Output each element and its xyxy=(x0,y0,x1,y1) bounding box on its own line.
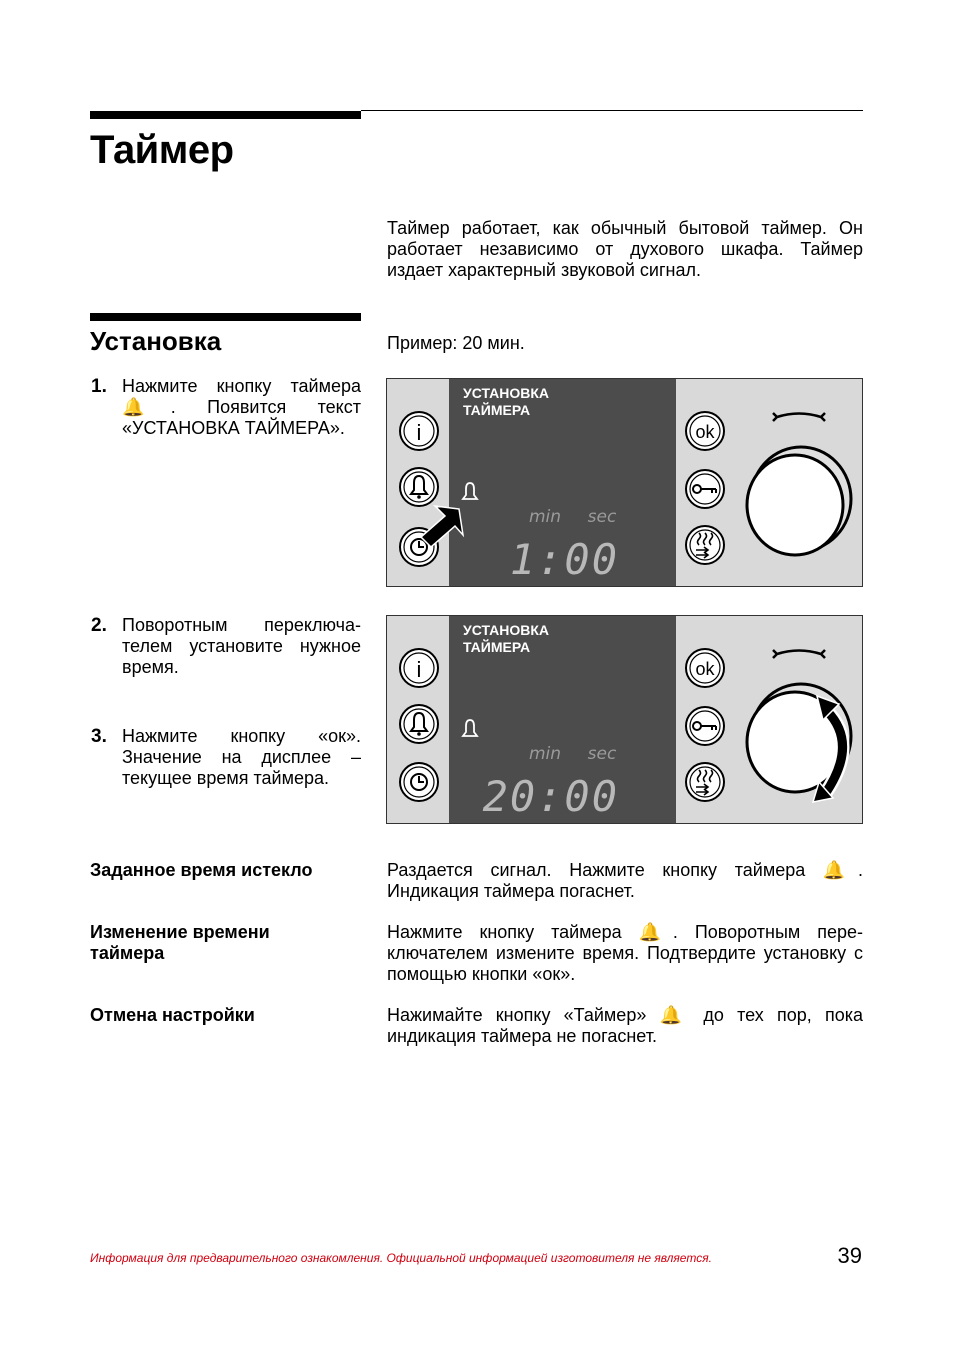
control-panel-illustration-2 xyxy=(386,615,863,824)
page-title: Таймер xyxy=(90,128,234,172)
control-panel-illustration-1 xyxy=(386,378,863,587)
step-2-text: Поворотным переключателем установите нужное время. xyxy=(122,615,361,677)
step-2-number: 2. xyxy=(91,615,107,636)
note-text-change-time: Нажмите кнопку таймера 🔔. Поворотным переключателем измените время. Подтвердите установку с помощью кнопки «ок». xyxy=(387,922,863,984)
rotate-hint-icon xyxy=(773,413,825,421)
display-bell-icon xyxy=(463,483,477,499)
rotate-hint-icon xyxy=(773,650,825,658)
info-button xyxy=(400,649,438,687)
intro-text: Таймер работает, как обычный бытовой таймер. Он работает независимо от духового шкафа. Таймер издает характерный звуковой сигнал. xyxy=(387,218,863,280)
display-bell-icon xyxy=(463,720,477,736)
press-arrow-icon xyxy=(421,506,463,547)
step-3-text: Нажмите кнопку «ок». Значение на дисплее – текущее время таймера. xyxy=(122,726,361,788)
display-title-line-1: УСТАНОВКА xyxy=(463,622,550,638)
ok-label: ok xyxy=(695,659,715,679)
title-rule-thick xyxy=(90,111,361,119)
note-heading-cancel: Отмена настройки xyxy=(90,1005,255,1025)
title-rule-thin xyxy=(361,110,863,111)
note-heading-time-elapsed: Заданное время истекло xyxy=(90,860,313,880)
unit-min: min xyxy=(528,744,562,764)
timer-bell-button xyxy=(400,468,438,506)
key-lock-button xyxy=(686,470,724,508)
unit-sec: sec xyxy=(587,507,617,527)
timer-time-display: 20:00 xyxy=(482,772,619,821)
ok-button xyxy=(686,412,724,450)
example-text: Пример: 20 мин. xyxy=(387,333,525,353)
ok-label: ok xyxy=(695,422,715,442)
rotary-knob xyxy=(747,447,851,555)
step-1-number: 1. xyxy=(91,376,107,397)
timer-time-display: 1:00 xyxy=(509,535,619,584)
page-number: 39 xyxy=(837,1243,862,1268)
step-3-number: 3. xyxy=(91,726,107,747)
section-rule xyxy=(90,313,361,321)
info-button xyxy=(400,412,438,450)
display-title-line-1: УСТАНОВКА xyxy=(463,385,550,401)
unit-min: min xyxy=(528,507,562,527)
step-1-text: Нажмите кнопку таймера 🔔. Появится текст «УСТАНОВКА ТАЙМЕРА». xyxy=(122,376,361,438)
note-heading-change-time: Изменение времени таймера xyxy=(90,922,270,963)
clock-button xyxy=(400,763,438,801)
note-text-cancel: Нажимайте кнопку «Таймер» 🔔 до тех пор, пока индикация таймера не погаснет. xyxy=(387,1005,863,1046)
section-heading: Установка xyxy=(90,326,222,356)
fast-heat-button xyxy=(686,763,724,801)
display-title-line-2: ТАЙМЕРА xyxy=(463,639,531,655)
fast-heat-button xyxy=(686,526,724,564)
key-lock-button xyxy=(686,707,724,745)
timer-bell-button xyxy=(400,705,438,743)
display-title-line-2: ТАЙМЕРА xyxy=(463,402,531,418)
ok-button xyxy=(686,649,724,687)
note-text-time-elapsed: Раздается сигнал. Нажмите кнопку таймера 🔔. Индикация таймера погаснет. xyxy=(387,860,863,901)
info-icon: i xyxy=(416,657,422,682)
footer-disclaimer: Информация для предварительного ознакомления. Официальной информацией изготовителя не является. xyxy=(90,1251,712,1265)
unit-sec: sec xyxy=(587,744,617,764)
info-icon: i xyxy=(416,420,422,445)
